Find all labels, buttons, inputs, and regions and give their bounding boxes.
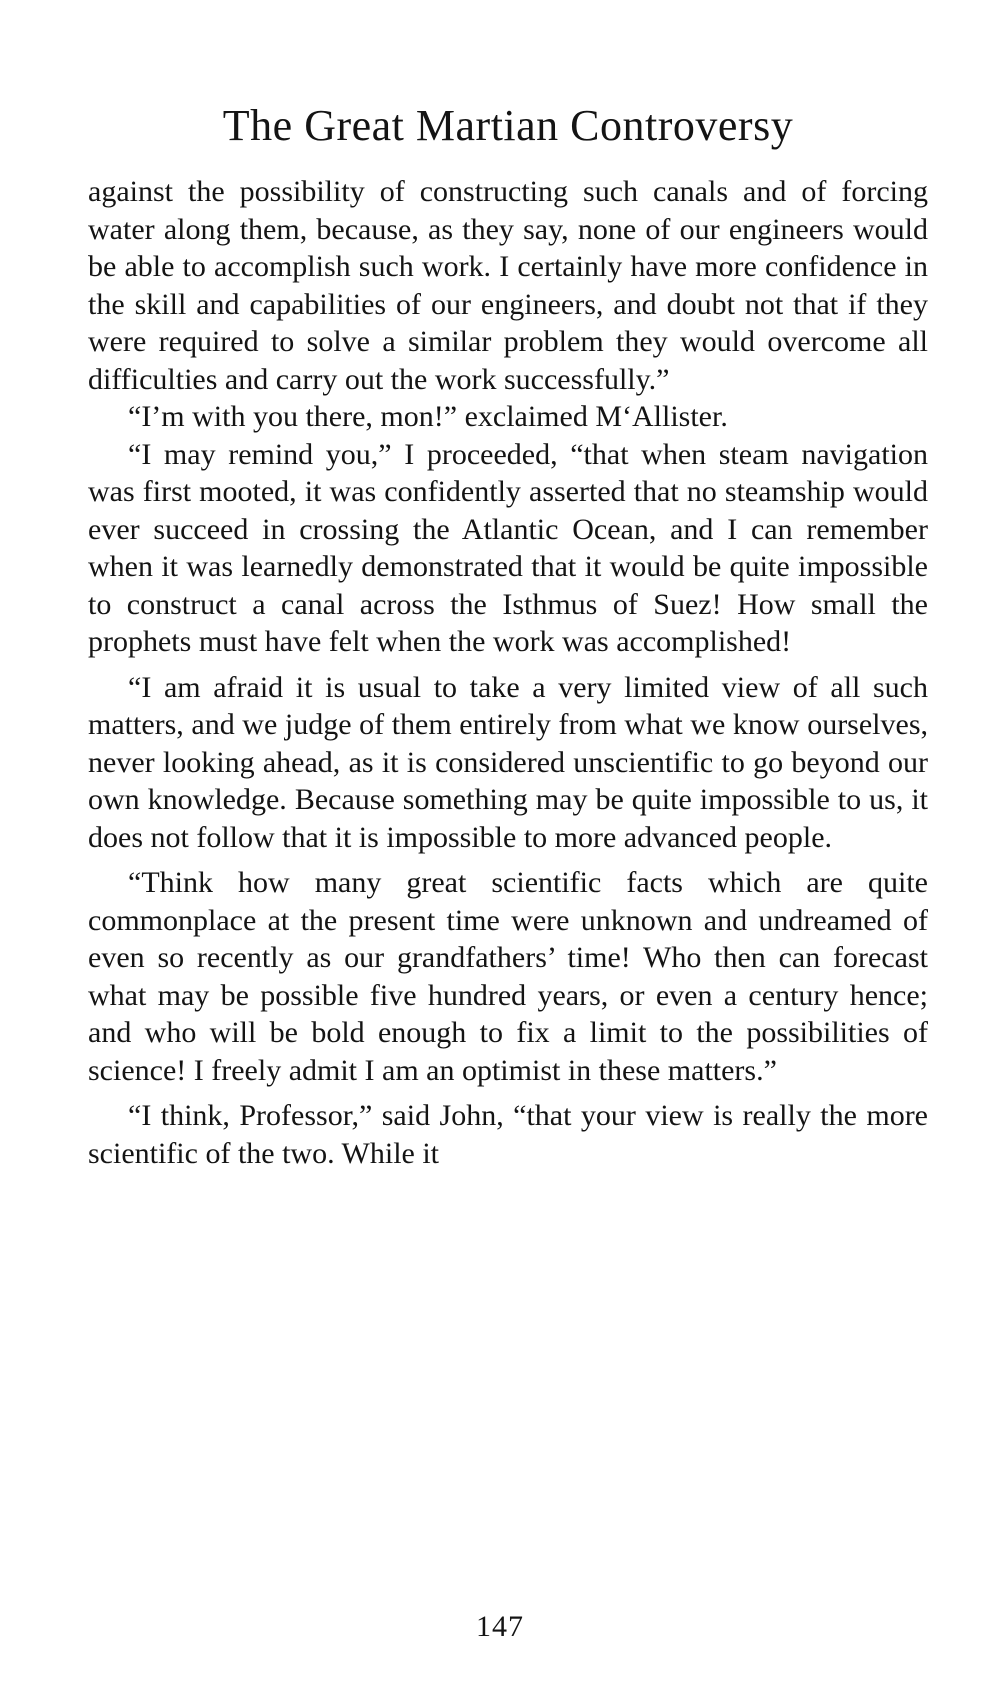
paragraph-3: “I may remind you,” I proceeded, “that when steam navigation was first mooted, it was confidently asserted that no steamship would ever succeed in crossing the Atlantic Ocean, and I can remember when it was learnedly demonstrated that it would be quite impossible to construct a canal across the Isthmus of Suez! How small the prophets must have felt when the work was accomplished! <box>88 437 928 658</box>
paragraph-1: against the possibility of constructing such canals and of forcing water along them, because, as they say, none of our engineers would be able to accomplish such work. I certainly have more confidence in the skill and capabilities of our engineers, and doubt not that if they were required to solve a similar problem they would overcome all difficulties and carry out the work successfully.” <box>88 175 928 396</box>
page-number: 147 <box>476 1610 524 1643</box>
paragraph-5: “Think how many great scientific facts which are quite commonplace at the present time were unknown and undreamed of even so recently as our grandfathers’ time! Who then can forecast what may be possible five hundred years, or even a century hence; and who will be bold enough to fix a limit to the possibilities of science! I freely admit I am an optimist in these matters.” <box>88 866 928 1087</box>
paragraph-4: “I am afraid it is usual to take a very limited view of all such matters, and we judge of them entirely from what we know ourselves, never looking ahead, as it is considered unscientific to go beyond our own knowledge. Because something may be quite impossible to us, it does not follow that it is impossible to more advanced people. <box>88 670 928 854</box>
page-body <box>88 173 928 1172</box>
paragraph-2: “I’m with you there, mon!” exclaimed M‘Allister. <box>128 400 728 433</box>
running-head: The Great Martian Controversy <box>222 101 794 150</box>
paragraph-6: “I think, Professor,” said John, “that your view is really the more scientific of the two. While it <box>88 1099 928 1170</box>
